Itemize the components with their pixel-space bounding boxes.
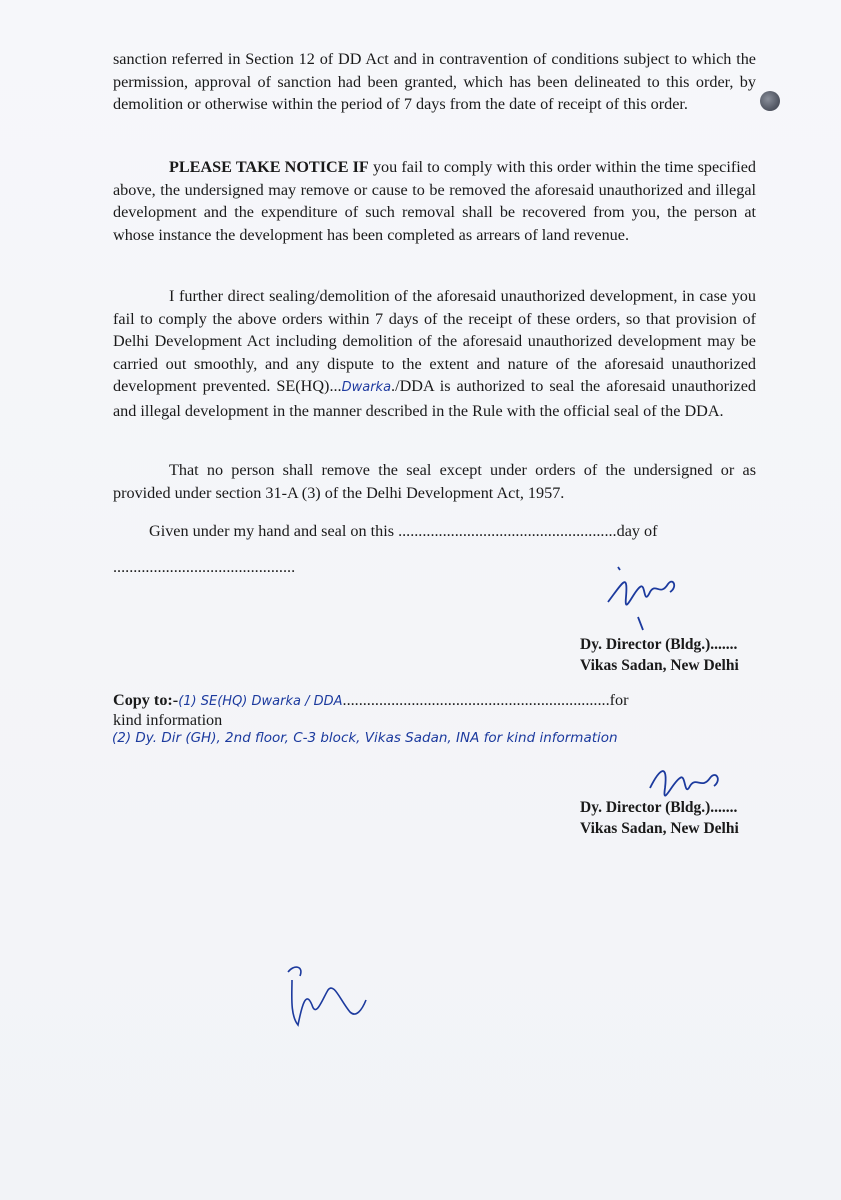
paragraph-sanction: sanction referred in Section 12 of DD Act and in contravention of conditions subject to which the permission, approval of sanction had been granted, which has been delineated to this order, by demolition or otherwise within the period of 7 days from the date of receipt of this order. — [113, 50, 756, 114]
copy-label: Copy to:- — [113, 691, 179, 709]
paragraph-seal: That no person shall remove the seal except under orders of the undersigned or as provided under section 31-A (3) of the Delhi Development Act, 1957. — [113, 461, 756, 502]
signature-block-1: Dy. Director (Bldg.)....... Vikas Sadan, New Delhi — [580, 636, 739, 674]
paragraph-direction: I further direct sealing/demolition of the aforesaid unauthorized development, in case you fail to comply the above orders within 7 days of the receipt of these orders, so that provision of Delhi Development Act including demolition of the aforesaid unauthorized development may be carried out smoothly, and any dispute to the extent and nature of the aforesaid unauthorized development prevented. SE(HQ)...Dwarka./DDA is authorized to seal the aforesaid unauthorized and illegal development in the manner described in the Rule with the official seal of the DDA. — [113, 287, 756, 420]
handwritten-dwarka: Dwarka — [341, 380, 392, 396]
initials-scribble — [280, 960, 370, 1040]
handwritten-copy-1: (1) SE(HQ) Dwarka / DDA — [178, 694, 343, 709]
copy-to-line: Copy to:-(1) SE(HQ) Dwarka / DDA..................................................................for — [113, 691, 629, 709]
signature-block-2: Dy. Director (Bldg.)....... Vikas Sadan, New Delhi — [580, 799, 739, 837]
given-line: Given under my hand and seal on this ......................................................day of — [149, 522, 658, 540]
kind-information: kind information — [113, 711, 223, 729]
punch-hole — [760, 91, 780, 111]
notice-lead: PLEASE TAKE NOTICE IF — [169, 158, 369, 176]
given-date-dots: ............................................. — [113, 558, 296, 576]
signature-scribble-1 — [598, 562, 688, 632]
paragraph-notice: PLEASE TAKE NOTICE IF you fail to comply with this order within the time specified above, the undersigned may remove or cause to be removed the aforesaid unauthorized and illegal development and the expenditure of such removal shall be recovered from you, the person at whose instance the development has been completed as arrears of land revenue. — [113, 158, 756, 244]
handwritten-copy-2: (2) Dy. Dir (GH), 2nd floor, C-3 block, Vikas Sadan, INA for kind information — [112, 730, 618, 746]
